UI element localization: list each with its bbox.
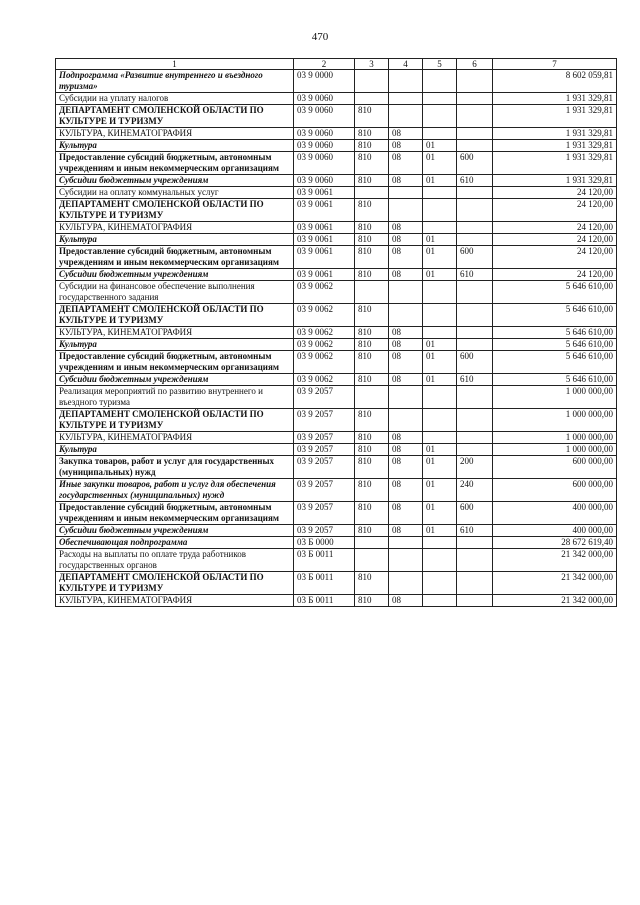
row-admin-code xyxy=(355,386,389,409)
row-amount: 1 931 329,81 xyxy=(493,128,617,140)
row-subsection-code: 01 xyxy=(423,234,457,246)
row-section-code xyxy=(389,281,423,304)
row-amount: 1 000 000,00 xyxy=(493,386,617,409)
row-admin-code: 810 xyxy=(355,222,389,234)
table-row xyxy=(56,525,617,537)
row-amount: 1 931 329,81 xyxy=(493,93,617,105)
row-subsection-code: 01 xyxy=(423,140,457,152)
row-name: КУЛЬТУРА, КИНЕМАТОГРАФИЯ xyxy=(56,128,294,140)
row-section-code: 08 xyxy=(389,432,423,444)
row-subsection-code: 01 xyxy=(423,502,457,525)
row-subsection-code xyxy=(423,304,457,327)
table-header-row xyxy=(56,59,617,70)
row-name: Подпрограмма «Развитие внутреннего и въездного туризма» xyxy=(56,70,294,93)
row-admin-code: 810 xyxy=(355,502,389,525)
row-name: Культура xyxy=(56,444,294,456)
row-target-code: 03 Б 0011 xyxy=(294,549,355,572)
row-target-code: 03 9 0061 xyxy=(294,269,355,281)
row-subsection-code: 01 xyxy=(423,456,457,479)
table-row xyxy=(56,537,617,549)
row-target-code: 03 9 0060 xyxy=(294,140,355,152)
row-name: Расходы на выплаты по оплате труда работников государственных органов xyxy=(56,549,294,572)
row-amount: 5 646 610,00 xyxy=(493,351,617,374)
row-admin-code: 810 xyxy=(355,432,389,444)
row-amount: 21 342 000,00 xyxy=(493,549,617,572)
row-name: Культура xyxy=(56,339,294,351)
row-subsection-code xyxy=(423,537,457,549)
row-expense-type: 600 xyxy=(457,351,493,374)
row-amount: 24 120,00 xyxy=(493,187,617,199)
table-row xyxy=(56,327,617,339)
row-subsection-code: 01 xyxy=(423,152,457,175)
row-amount: 5 646 610,00 xyxy=(493,281,617,304)
table-row xyxy=(56,222,617,234)
row-section-code: 08 xyxy=(389,246,423,269)
row-target-code: 03 9 2057 xyxy=(294,479,355,502)
row-name: ДЕПАРТАМЕНТ СМОЛЕНСКОЙ ОБЛАСТИ ПО КУЛЬТУРЕ И ТУРИЗМУ xyxy=(56,304,294,327)
row-expense-type xyxy=(457,199,493,222)
row-section-code: 08 xyxy=(389,374,423,386)
row-admin-code: 810 xyxy=(355,269,389,281)
row-section-code: 08 xyxy=(389,128,423,140)
row-amount: 5 646 610,00 xyxy=(493,304,617,327)
row-name: КУЛЬТУРА, КИНЕМАТОГРАФИЯ xyxy=(56,222,294,234)
row-expense-type xyxy=(457,432,493,444)
row-target-code: 03 9 2057 xyxy=(294,525,355,537)
row-expense-type: 610 xyxy=(457,269,493,281)
row-name: Субсидии на оплату коммунальных услуг xyxy=(56,187,294,199)
row-target-code: 03 9 0060 xyxy=(294,152,355,175)
row-expense-type: 610 xyxy=(457,175,493,187)
row-subsection-code xyxy=(423,281,457,304)
row-subsection-code: 01 xyxy=(423,175,457,187)
header-col-4: 4 xyxy=(389,59,423,70)
row-name: ДЕПАРТАМЕНТ СМОЛЕНСКОЙ ОБЛАСТИ ПО КУЛЬТУРЕ И ТУРИЗМУ xyxy=(56,409,294,432)
row-section-code: 08 xyxy=(389,327,423,339)
row-admin-code xyxy=(355,93,389,105)
row-amount: 5 646 610,00 xyxy=(493,374,617,386)
row-amount: 1 931 329,81 xyxy=(493,140,617,152)
table-row xyxy=(56,479,617,502)
row-expense-type xyxy=(457,595,493,607)
row-section-code: 08 xyxy=(389,339,423,351)
row-admin-code: 810 xyxy=(355,409,389,432)
row-expense-type: 600 xyxy=(457,502,493,525)
row-admin-code: 810 xyxy=(355,339,389,351)
row-section-code: 08 xyxy=(389,456,423,479)
row-expense-type xyxy=(457,572,493,595)
row-target-code: 03 Б 0000 xyxy=(294,537,355,549)
row-amount: 24 120,00 xyxy=(493,246,617,269)
row-section-code xyxy=(389,70,423,93)
row-name: Субсидии бюджетным учреждениям xyxy=(56,374,294,386)
row-expense-type xyxy=(457,537,493,549)
row-target-code: 03 Б 0011 xyxy=(294,572,355,595)
row-subsection-code xyxy=(423,70,457,93)
row-amount: 1 000 000,00 xyxy=(493,432,617,444)
row-expense-type: 240 xyxy=(457,479,493,502)
header-col-7: 7 xyxy=(493,59,617,70)
row-section-code: 08 xyxy=(389,351,423,374)
table-row xyxy=(56,444,617,456)
row-admin-code xyxy=(355,70,389,93)
table-row xyxy=(56,269,617,281)
table-row xyxy=(56,281,617,304)
row-amount: 28 672 619,40 xyxy=(493,537,617,549)
row-section-code: 08 xyxy=(389,502,423,525)
table-row xyxy=(56,549,617,572)
table-row xyxy=(56,502,617,525)
row-admin-code: 810 xyxy=(355,327,389,339)
table-row xyxy=(56,152,617,175)
row-amount: 24 120,00 xyxy=(493,199,617,222)
row-admin-code: 810 xyxy=(355,175,389,187)
table-row xyxy=(56,128,617,140)
row-section-code: 08 xyxy=(389,479,423,502)
row-admin-code xyxy=(355,549,389,572)
row-admin-code: 810 xyxy=(355,479,389,502)
row-expense-type xyxy=(457,409,493,432)
row-target-code: 03 9 2057 xyxy=(294,386,355,409)
row-subsection-code xyxy=(423,93,457,105)
row-section-code xyxy=(389,537,423,549)
row-target-code: 03 9 0061 xyxy=(294,187,355,199)
row-name: Культура xyxy=(56,234,294,246)
row-admin-code: 810 xyxy=(355,140,389,152)
row-expense-type xyxy=(457,339,493,351)
row-amount: 400 000,00 xyxy=(493,502,617,525)
row-target-code: 03 9 0061 xyxy=(294,246,355,269)
row-amount: 600 000,00 xyxy=(493,456,617,479)
row-name: КУЛЬТУРА, КИНЕМАТОГРАФИЯ xyxy=(56,432,294,444)
row-subsection-code xyxy=(423,409,457,432)
row-name: Субсидии на уплату налогов xyxy=(56,93,294,105)
row-section-code: 08 xyxy=(389,234,423,246)
row-section-code xyxy=(389,572,423,595)
row-amount: 1 931 329,81 xyxy=(493,175,617,187)
row-target-code: 03 9 0060 xyxy=(294,128,355,140)
row-target-code: 03 9 0061 xyxy=(294,234,355,246)
table-row xyxy=(56,409,617,432)
header-col-6: 6 xyxy=(457,59,493,70)
row-amount: 5 646 610,00 xyxy=(493,339,617,351)
row-amount: 1 931 329,81 xyxy=(493,105,617,128)
row-target-code: 03 9 0060 xyxy=(294,175,355,187)
row-subsection-code: 01 xyxy=(423,269,457,281)
row-target-code: 03 9 0060 xyxy=(294,93,355,105)
row-admin-code xyxy=(355,187,389,199)
row-expense-type xyxy=(457,444,493,456)
row-expense-type xyxy=(457,93,493,105)
row-amount: 8 602 059,81 xyxy=(493,70,617,93)
row-expense-type xyxy=(457,140,493,152)
row-admin-code: 810 xyxy=(355,444,389,456)
row-subsection-code xyxy=(423,222,457,234)
row-admin-code: 810 xyxy=(355,374,389,386)
header-col-1: 1 xyxy=(56,59,294,70)
row-section-code xyxy=(389,187,423,199)
row-expense-type xyxy=(457,70,493,93)
row-name: Субсидии бюджетным учреждениям xyxy=(56,525,294,537)
row-amount: 600 000,00 xyxy=(493,479,617,502)
row-target-code: 03 9 0062 xyxy=(294,374,355,386)
row-expense-type: 610 xyxy=(457,525,493,537)
row-expense-type xyxy=(457,304,493,327)
row-expense-type xyxy=(457,187,493,199)
row-name: Субсидии бюджетным учреждениям xyxy=(56,175,294,187)
row-expense-type xyxy=(457,327,493,339)
row-expense-type xyxy=(457,386,493,409)
row-name: Культура xyxy=(56,140,294,152)
row-name: Предоставление субсидий бюджетным, автономным учреждениям и иным некоммерческим организациям xyxy=(56,502,294,525)
row-subsection-code: 01 xyxy=(423,444,457,456)
row-amount: 21 342 000,00 xyxy=(493,572,617,595)
header-col-5: 5 xyxy=(423,59,457,70)
header-col-3: 3 xyxy=(355,59,389,70)
table-row xyxy=(56,339,617,351)
row-admin-code: 810 xyxy=(355,351,389,374)
table-row xyxy=(56,105,617,128)
row-subsection-code: 01 xyxy=(423,374,457,386)
table-row xyxy=(56,386,617,409)
row-subsection-code xyxy=(423,187,457,199)
row-name: Субсидии бюджетным учреждениям xyxy=(56,269,294,281)
row-target-code: 03 9 2057 xyxy=(294,444,355,456)
row-subsection-code: 01 xyxy=(423,246,457,269)
row-section-code: 08 xyxy=(389,175,423,187)
row-admin-code: 810 xyxy=(355,572,389,595)
row-name: ДЕПАРТАМЕНТ СМОЛЕНСКОЙ ОБЛАСТИ ПО КУЛЬТУРЕ И ТУРИЗМУ xyxy=(56,199,294,222)
row-admin-code: 810 xyxy=(355,152,389,175)
row-section-code: 08 xyxy=(389,152,423,175)
row-name: Реализация мероприятий по развитию внутреннего и въездного туризма xyxy=(56,386,294,409)
row-target-code: 03 9 0062 xyxy=(294,339,355,351)
row-admin-code: 810 xyxy=(355,525,389,537)
row-section-code: 08 xyxy=(389,140,423,152)
row-expense-type xyxy=(457,128,493,140)
row-amount: 1 000 000,00 xyxy=(493,444,617,456)
row-section-code xyxy=(389,549,423,572)
table-row xyxy=(56,199,617,222)
row-expense-type xyxy=(457,549,493,572)
row-target-code: 03 9 2057 xyxy=(294,502,355,525)
row-section-code xyxy=(389,409,423,432)
row-amount: 1 931 329,81 xyxy=(493,152,617,175)
row-subsection-code xyxy=(423,327,457,339)
table-row xyxy=(56,374,617,386)
table-row xyxy=(56,234,617,246)
row-admin-code xyxy=(355,281,389,304)
row-target-code: 03 9 0060 xyxy=(294,105,355,128)
row-name: ДЕПАРТАМЕНТ СМОЛЕНСКОЙ ОБЛАСТИ ПО КУЛЬТУРЕ И ТУРИЗМУ xyxy=(56,105,294,128)
row-name: КУЛЬТУРА, КИНЕМАТОГРАФИЯ xyxy=(56,327,294,339)
row-target-code: 03 9 2057 xyxy=(294,432,355,444)
row-subsection-code: 01 xyxy=(423,351,457,374)
table-row xyxy=(56,351,617,374)
row-subsection-code xyxy=(423,572,457,595)
row-name: КУЛЬТУРА, КИНЕМАТОГРАФИЯ xyxy=(56,595,294,607)
row-subsection-code: 01 xyxy=(423,479,457,502)
row-expense-type xyxy=(457,281,493,304)
row-expense-type xyxy=(457,234,493,246)
row-name: Предоставление субсидий бюджетным, автономным учреждениям и иным некоммерческим организациям xyxy=(56,246,294,269)
row-target-code: 03 9 0061 xyxy=(294,199,355,222)
row-target-code: 03 9 2057 xyxy=(294,456,355,479)
table-row xyxy=(56,246,617,269)
row-amount: 5 646 610,00 xyxy=(493,327,617,339)
row-target-code: 03 9 0062 xyxy=(294,281,355,304)
row-expense-type: 200 xyxy=(457,456,493,479)
row-expense-type: 600 xyxy=(457,152,493,175)
table-row xyxy=(56,93,617,105)
table-row xyxy=(56,432,617,444)
row-admin-code: 810 xyxy=(355,246,389,269)
table-row xyxy=(56,572,617,595)
row-subsection-code xyxy=(423,386,457,409)
row-target-code: 03 9 0061 xyxy=(294,222,355,234)
row-name: Закупка товаров, работ и услуг для государственных (муниципальных) нужд xyxy=(56,456,294,479)
row-name: Иные закупки товаров, работ и услуг для обеспечения государственных (муниципальных) нужд xyxy=(56,479,294,502)
header-col-2: 2 xyxy=(294,59,355,70)
row-subsection-code: 01 xyxy=(423,525,457,537)
row-amount: 24 120,00 xyxy=(493,269,617,281)
row-subsection-code xyxy=(423,105,457,128)
row-admin-code: 810 xyxy=(355,128,389,140)
row-amount: 1 000 000,00 xyxy=(493,409,617,432)
row-target-code: 03 9 0000 xyxy=(294,70,355,93)
table-row xyxy=(56,187,617,199)
row-subsection-code xyxy=(423,128,457,140)
row-section-code: 08 xyxy=(389,222,423,234)
row-subsection-code xyxy=(423,595,457,607)
row-amount: 400 000,00 xyxy=(493,525,617,537)
row-subsection-code xyxy=(423,549,457,572)
row-section-code xyxy=(389,304,423,327)
table-row xyxy=(56,456,617,479)
row-section-code xyxy=(389,93,423,105)
row-amount: 24 120,00 xyxy=(493,234,617,246)
table-row xyxy=(56,70,617,93)
row-admin-code xyxy=(355,537,389,549)
row-section-code: 08 xyxy=(389,525,423,537)
row-admin-code: 810 xyxy=(355,595,389,607)
row-subsection-code xyxy=(423,432,457,444)
row-amount: 24 120,00 xyxy=(493,222,617,234)
row-section-code: 08 xyxy=(389,269,423,281)
row-target-code: 03 9 2057 xyxy=(294,409,355,432)
row-admin-code: 810 xyxy=(355,105,389,128)
row-name: Субсидии на финансовое обеспечение выполнения государственного задания xyxy=(56,281,294,304)
row-name: Предоставление субсидий бюджетным, автономным учреждениям и иным некоммерческим организациям xyxy=(56,351,294,374)
table-row xyxy=(56,175,617,187)
row-section-code: 08 xyxy=(389,595,423,607)
row-subsection-code xyxy=(423,199,457,222)
table-row xyxy=(56,595,617,607)
row-target-code: 03 Б 0011 xyxy=(294,595,355,607)
row-target-code: 03 9 0062 xyxy=(294,304,355,327)
page-number: 470 xyxy=(311,31,329,43)
row-section-code xyxy=(389,199,423,222)
row-name: Обеспечивающая подпрограмма xyxy=(56,537,294,549)
row-admin-code: 810 xyxy=(355,304,389,327)
budget-table xyxy=(55,58,617,607)
row-section-code: 08 xyxy=(389,444,423,456)
row-admin-code: 810 xyxy=(355,199,389,222)
row-expense-type xyxy=(457,222,493,234)
row-name: Предоставление субсидий бюджетным, автономным учреждениям и иным некоммерческим организациям xyxy=(56,152,294,175)
row-expense-type: 600 xyxy=(457,246,493,269)
row-admin-code: 810 xyxy=(355,234,389,246)
row-expense-type: 610 xyxy=(457,374,493,386)
row-amount: 21 342 000,00 xyxy=(493,595,617,607)
row-section-code xyxy=(389,386,423,409)
row-admin-code: 810 xyxy=(355,456,389,479)
row-target-code: 03 9 0062 xyxy=(294,351,355,374)
row-name: ДЕПАРТАМЕНТ СМОЛЕНСКОЙ ОБЛАСТИ ПО КУЛЬТУРЕ И ТУРИЗМУ xyxy=(56,572,294,595)
table-row xyxy=(56,304,617,327)
row-target-code: 03 9 0062 xyxy=(294,327,355,339)
row-section-code xyxy=(389,105,423,128)
row-subsection-code: 01 xyxy=(423,339,457,351)
table-row xyxy=(56,140,617,152)
row-expense-type xyxy=(457,105,493,128)
